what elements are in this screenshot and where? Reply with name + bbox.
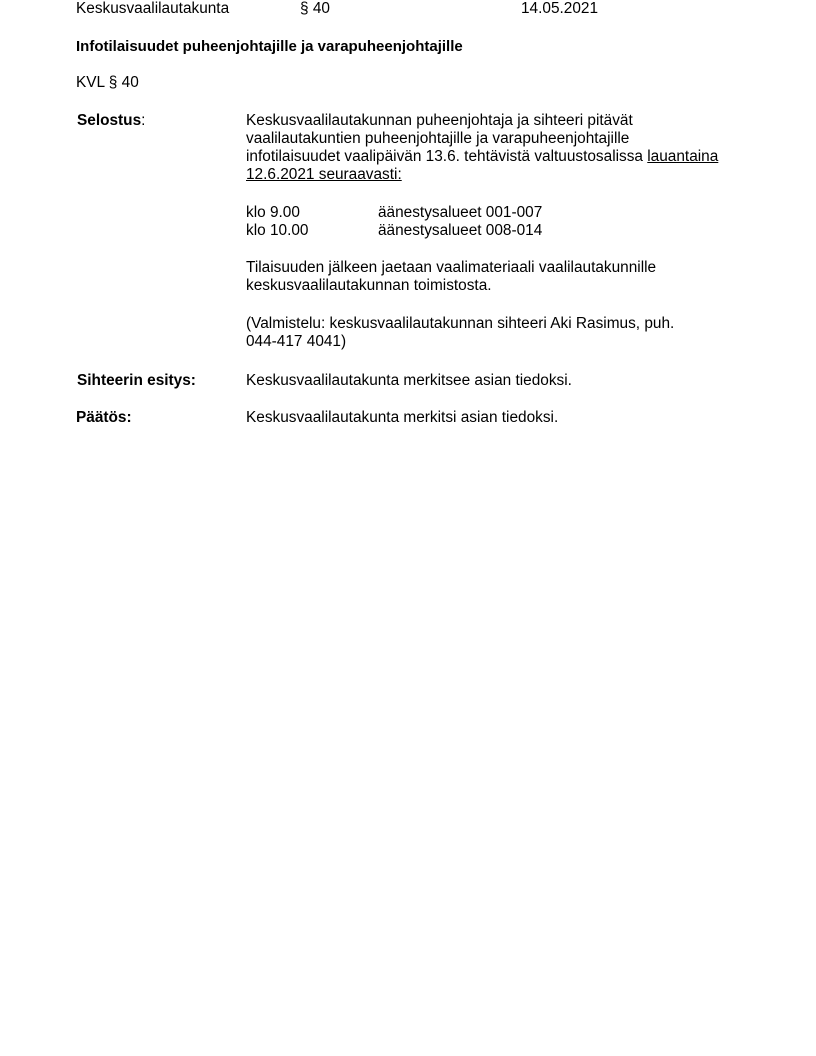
- selostus-date-underlined-a: lauantaina: [647, 148, 719, 165]
- selostus-label-row: [77, 112, 145, 131]
- paatos-label: Päätös:: [76, 409, 132, 426]
- sihteerin-esitys-label: Sihteerin esitys:: [77, 372, 196, 389]
- selostus-label-colon: :: [141, 112, 146, 129]
- selostus-para1-line3-text: infotilaisuudet vaalipäivän 13.6. tehtävistä valtuustosalissa: [246, 148, 648, 165]
- paatos-text: Keskusvaalilautakunta merkitsi asian tiedoksi.: [246, 409, 559, 426]
- schedule-areas-2: äänestysalueet 008-014: [378, 222, 543, 239]
- selostus-para1-line2: vaalilautakuntien puheenjohtajille ja varapuheenjohtajille: [246, 130, 630, 147]
- selostus-para2-line2: keskusvaalilautakunnan toimistosta.: [246, 277, 492, 294]
- selostus-para1-line3: [246, 148, 718, 167]
- selostus-para1-line1: Keskusvaalilautakunnan puheenjohtaja ja sihteeri pitävät: [246, 112, 633, 129]
- header-section: § 40: [300, 0, 330, 17]
- schedule-time-1: klo 9.00: [246, 204, 300, 221]
- selostus-date-underlined-b: 12.6.2021 seuraavasti:: [246, 166, 402, 183]
- schedule-time-2: klo 10.00: [246, 222, 309, 239]
- selostus-label: Selostus: [77, 112, 142, 129]
- document-reference: KVL § 40: [76, 74, 139, 91]
- selostus-para2-line1: Tilaisuuden jälkeen jaetaan vaalimateriaali vaalilautakunnille: [246, 259, 657, 276]
- header-date: 14.05.2021: [521, 0, 599, 17]
- selostus-para3-line1: (Valmistelu: keskusvaalilautakunnan sihteeri Aki Rasimus, puh.: [246, 315, 675, 332]
- selostus-para3-line2: 044-417 4041): [246, 333, 347, 350]
- document-title: Infotilaisuudet puheenjohtajille ja varapuheenjohtajille: [76, 38, 463, 55]
- header-organization: Keskusvaalilautakunta: [76, 0, 230, 17]
- sihteerin-esitys-text: Keskusvaalilautakunta merkitsee asian tiedoksi.: [246, 372, 572, 389]
- schedule-areas-1: äänestysalueet 001-007: [378, 204, 543, 221]
